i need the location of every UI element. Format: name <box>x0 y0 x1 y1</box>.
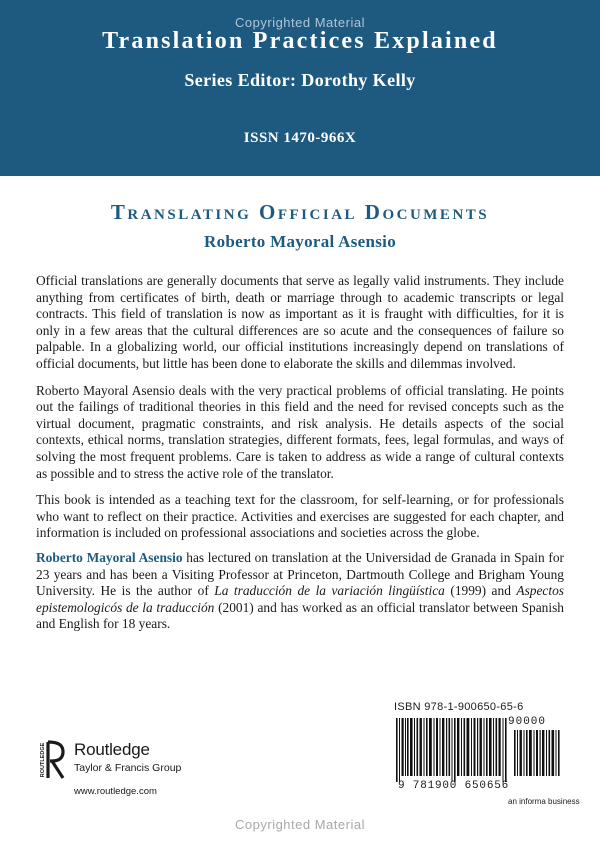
author-bio-work-2: Aspectos epistemologicós de la traducción <box>36 583 565 615</box>
barcode-digits: 9 781900 650656 <box>398 780 510 792</box>
author-bio-text-1: has lectured on translation at the Universidad de Granada in Spain for 23 years and has been a Visiting Professor at Princeton, Dartmouth College and Brigham Young University. He is the author of <box>36 549 564 599</box>
blurb-text <box>36 273 564 633</box>
watermark-top: Copyrighted Material <box>235 15 365 30</box>
barcode-price-code: 90000 <box>508 716 547 728</box>
publisher-website: www.routledge.com <box>74 786 157 797</box>
isbn-label: ISBN 978-1-900650-65-6 <box>394 701 524 713</box>
blurb-paragraph-3: This book is intended as a teaching text for the classroom, for self-learning, or for professionals who want to reflect on their practice. Activities and exercises are suggested for each chapter, and information is included on professional associations and societies across the globe. <box>36 492 564 541</box>
author-bio-work-1: La traducción de la variación lingüística <box>214 583 445 599</box>
publisher-group: Taylor & Francis Group <box>74 762 182 774</box>
author-bio-text-2: (1999) and <box>444 583 517 599</box>
series-issn: ISSN 1470-966X <box>243 130 357 146</box>
watermark-bottom: Copyrighted Material <box>235 817 365 832</box>
book-author: Roberto Mayoral Asensio <box>204 232 396 251</box>
series-title: Translation Practices Explained <box>102 28 498 54</box>
author-bio-name: Roberto Mayoral Asensio <box>36 549 183 565</box>
blurb-paragraph-1: Official translations are generally documents that serve as legally valid instruments. They include anything from certificates of birth, death or marriage through to academic transcripts or legal contracts. This field of translation is now as important as it is fraught with difficulties, for it is only in a few areas that the cultural differences are so acute and the consequences of failure so palpable. In a globalizing world, our official institutions increasingly depend on translations of official documents, but little has been done to elaborate the skills and dilemmas involved. <box>36 273 564 371</box>
informa-tagline: an informa business <box>508 797 580 806</box>
routledge-mark-icon <box>36 738 66 782</box>
routledge-logo <box>36 738 206 782</box>
publisher-name: Routledge <box>74 740 150 759</box>
book-title: Translating Official Documents <box>110 200 490 224</box>
author-bio <box>36 550 564 633</box>
author-bio-text-3: (2001) and has worked as an official translator between Spanish and English for 18 years. <box>36 599 564 632</box>
blurb-paragraph-2: Roberto Mayoral Asensio deals with the very practical problems of official translating. He points out the failings of traditional theories in this field and the need for revised concepts such as the virtual document, pragmatic constraints, and risk analysis. He details aspects of the social contexts, ethical norms, translation strategies, different formats, fees, legal formulas, and ways of solving the most frequent problems. Care is taken to address as wide a range of cultural contexts as possible and to stress the active role of the translator. <box>36 382 564 481</box>
series-editor: Series Editor: Dorothy Kelly <box>184 70 416 90</box>
routledge-side-mark: ROUTLEDGE <box>40 742 46 778</box>
